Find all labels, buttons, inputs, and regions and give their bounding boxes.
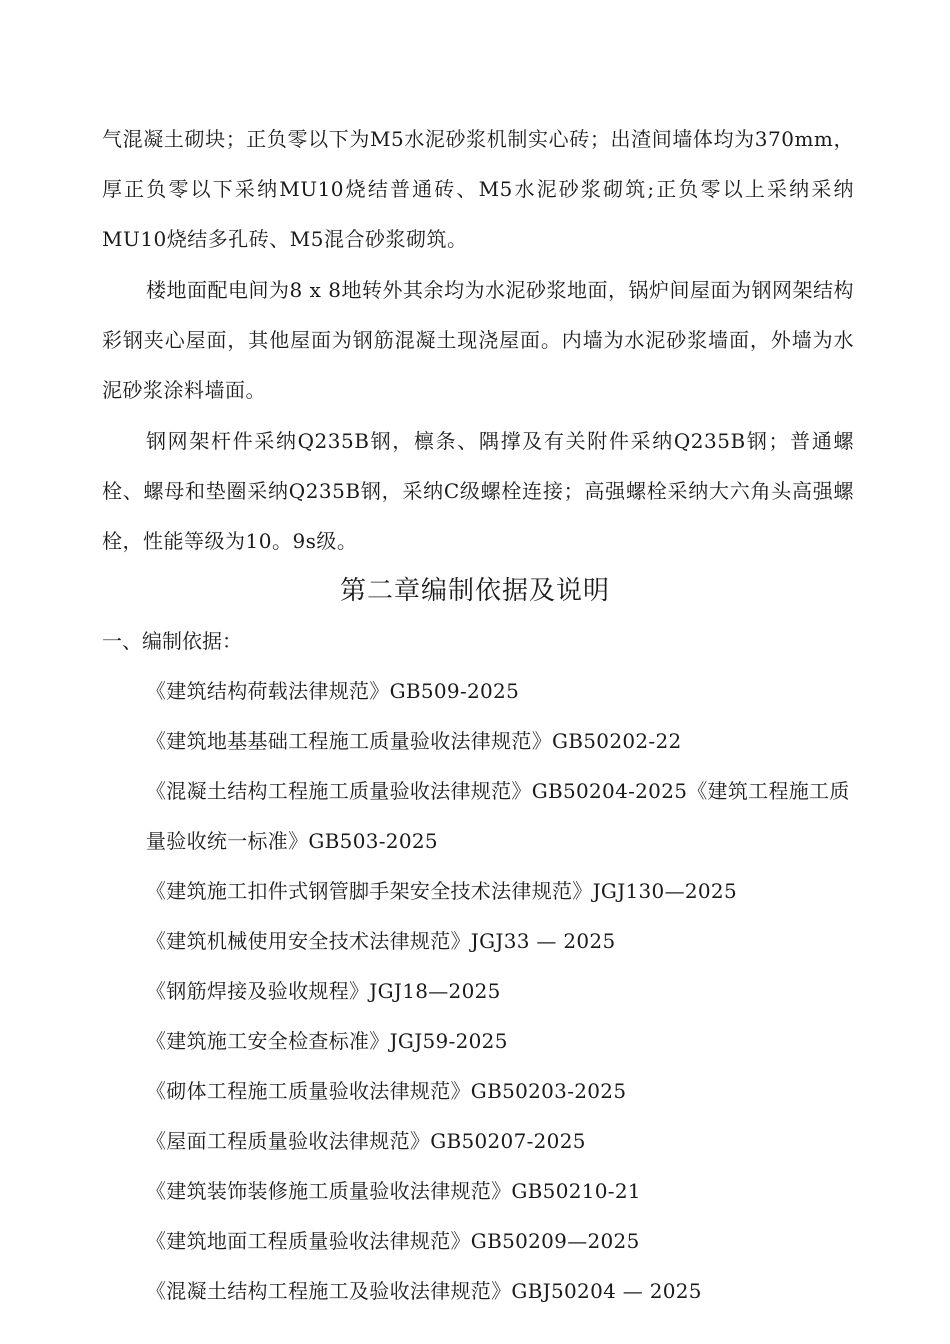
reference-item: 《屋面工程质量验收法律规范》GB50207-2025: [146, 1129, 586, 1153]
reference-item: 《建筑施工安全检查标准》JGJ59-2025: [146, 1029, 508, 1053]
reference-item: 《建筑结构荷载法律规范》GB509-2025: [146, 679, 520, 703]
section-heading: 一、编制依据：: [102, 629, 242, 653]
reference-item: 《钢筋焊接及验收规程》JGJ18—2025: [146, 979, 501, 1003]
reference-item: 《混凝土结构工程施工质量验收法律规范》GB50204-2025《建筑工程施工质量验收统一标准》GB503-2025: [146, 779, 850, 853]
reference-item: 《混凝土结构工程施工及验收法律规范》GBJ50204 — 2025: [146, 1279, 702, 1303]
paragraph-wall-materials: 气混凝土砌块；正负零以下为M5水泥砂浆机制实心砖；出渣间墙体均为370mm，厚正负零以下采纳MU10烧结普通砖、M5水泥砂浆砌筑;正负零以上采纳采纳MU10烧结多孔砖、M5混合砂浆砌筑。: [102, 127, 854, 251]
reference-item: 《建筑地基基础工程施工质量验收法律规范》GB50202-22: [146, 729, 682, 753]
reference-item: 《建筑装饰装修施工质量验收法律规范》GB50210-21: [146, 1179, 641, 1203]
reference-item: 《砌体工程施工质量验收法律规范》GB50203-2025: [146, 1079, 627, 1103]
reference-item: 《建筑地面工程质量验收法律规范》GB50209—2025: [146, 1229, 640, 1253]
paragraph-steel-members: 钢网架杆件采纳Q235B钢，檩条、隅撑及有关附件采纳Q235B钢；普通螺栓、螺母和垫圈采纳Q235B钢，采纳C级螺栓连接；高强螺栓采纳大六角头高强螺栓，性能等级为10。9s级。: [102, 429, 854, 553]
reference-list: [146, 666, 854, 1316]
reference-item: 《建筑施工扣件式钢管脚手架安全技术法律规范》JGJ130—2025: [146, 879, 737, 903]
reference-item: 《建筑机械使用安全技术法律规范》JGJ33 — 2025: [146, 929, 616, 953]
chapter-title: 第二章编制依据及说明: [339, 576, 610, 606]
paragraph-floor-roof: 楼地面配电间为8 x 8地转外其余均为水泥砂浆地面，锅炉间屋面为钢网架结构彩钢夹心屋面，其他屋面为钢筋混凝土现浇屋面。内墙为水泥砂浆墙面，外墙为水泥砂浆涂料墙面。: [102, 278, 854, 402]
